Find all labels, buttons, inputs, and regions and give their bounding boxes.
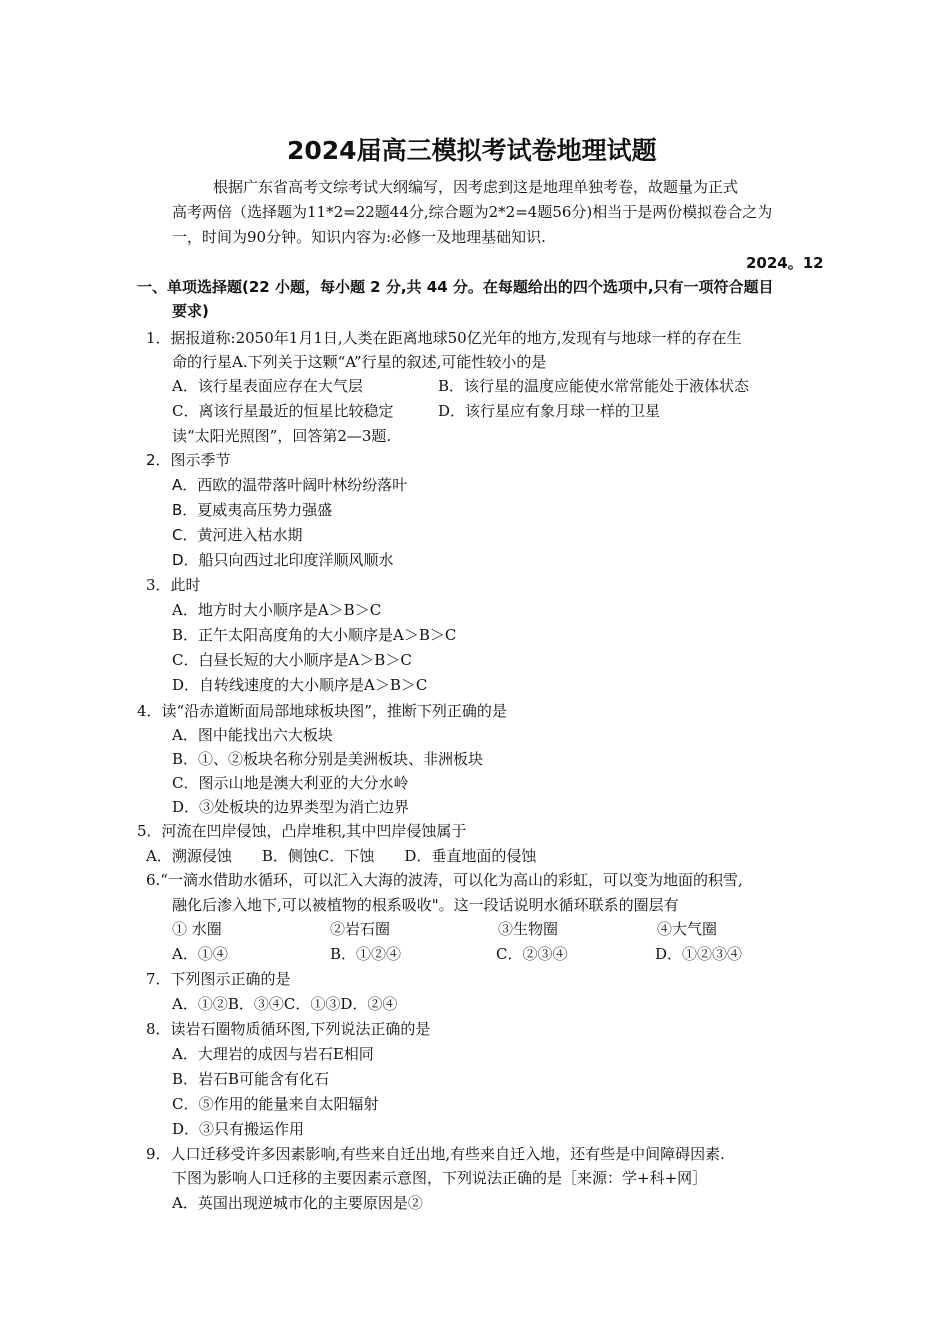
- q4-option-a: A．图中能找出六大板块: [172, 726, 333, 744]
- q4-option-c: C．图示山地是澳大利亚的大分水岭: [172, 774, 409, 792]
- q6-sphere-4: ④大气圈: [657, 920, 718, 938]
- q3-option-a: A．地方时大小顺序是A＞B＞C: [172, 601, 382, 619]
- intro-line-2: 高考两倍（选择题为11*2=22题44分,综合题为2*2=4题56分)相当于是两份模拟卷合之为: [172, 203, 773, 221]
- q8-stem: 8．读岩石圈物质循环图,下列说法正确的是: [146, 1020, 431, 1038]
- q8-option-c: C．⑤作用的能量来自太阳辐射: [172, 1095, 379, 1113]
- page-title: 2024届高三模拟考试卷地理试题: [287, 136, 657, 165]
- q6-option-c: C．②③④: [496, 945, 568, 963]
- q3-option-c: C．白昼长短的大小顺序是A＞B＞C: [172, 651, 412, 669]
- q4-option-d: D．③处板块的边界类型为消亡边界: [172, 798, 410, 816]
- q6-sphere-2: ②岩石圈: [330, 920, 391, 938]
- q7-options: A．①②B．③④C．①③D．②④: [172, 995, 398, 1013]
- q8-option-b: B．岩石B可能含有化石: [172, 1070, 330, 1088]
- q6-option-a: A．①④: [172, 945, 228, 963]
- q4-option-b: B．①、②板块名称分别是美洲板块、非洲板块: [172, 750, 484, 768]
- q8-option-d: D．③只有搬运作用: [172, 1120, 305, 1138]
- section-heading: 一、单项选择题(22 小题，每小题 2 分,共 44 分。在每题给出的四个选项中,只有一项符合题目: [137, 278, 774, 296]
- q9-option-a: A．英国出现逆城市化的主要原因是②: [172, 1194, 423, 1212]
- intro-line-1: 根据广东省高考文综考试大纲编写，因考虑到这是地理单独考卷，故题量为正式: [213, 178, 739, 196]
- q1-option-d: D．该行星应有象月球一样的卫星: [438, 402, 661, 420]
- q4-stem: 4．读“沿赤道断面局部地球板块图”，推断下列正确的是: [137, 702, 507, 720]
- q7-stem: 7．下列图示正确的是: [146, 970, 291, 988]
- q1-option-c: C．离该行星最近的恒星比较稳定: [172, 402, 394, 420]
- q8-option-a: A．大理岩的成因与岩石E相同: [172, 1045, 374, 1063]
- q1-option-a: A．该行星表面应存在大气层: [172, 377, 363, 395]
- q3-stem: 3．此时: [146, 576, 201, 594]
- q6-option-b: B．①②④: [330, 945, 402, 963]
- read-note: 读“太阳光照图”，回答第2—3题.: [172, 427, 392, 445]
- q2-option-c: C．黄河进入枯水期: [172, 526, 303, 544]
- q2-option-d: D．船只向西过北印度洋顺风顺水: [172, 551, 394, 569]
- q1-stem-2: 命的行星A.下列关于这颗“A”行星的叙述,可能性较小的是: [172, 353, 547, 371]
- q1-stem-1: 1．据报道称:2050年1月1日,人类在距离地球50亿光年的地方,发现有与地球一样的存在生: [146, 329, 742, 347]
- q2-option-b: B．夏威夷高压势力强盛: [172, 501, 333, 519]
- q6-sphere-3: ③生物圈: [498, 920, 559, 938]
- q6-stem-2: 融化后渗入地下,可以被植物的根系吸收"。这一段话说明水循环联系的圈层有: [172, 896, 679, 914]
- q1-option-b: B．该行星的温度应能使水常常能处于液体状态: [438, 377, 750, 395]
- q6-stem-1: 6.“一滴水借助水循环，可以汇入大海的波涛，可以化为高山的彩虹，可以变为地面的积雪,: [146, 871, 743, 889]
- exam-date: 2024。12: [746, 254, 824, 272]
- q3-option-b: B．正午太阳高度角的大小顺序是A＞B＞C: [172, 626, 457, 644]
- q9-stem-1: 9．人口迁移受许多因素影响,有些来自迁出地,有些来自迁入地，还有些是中间障碍因素.: [146, 1145, 725, 1163]
- q5-stem: 5．河流在凹岸侵蚀，凸岸堆积,其中凹岸侵蚀属于: [137, 822, 467, 840]
- section-heading-cont: 要求): [172, 302, 209, 320]
- q3-option-d: D．自转线速度的大小顺序是A＞B＞C: [172, 676, 428, 694]
- q6-sphere-1: ① 水圈: [172, 920, 222, 938]
- q9-stem-2: 下图为影响人口迁移的主要因素示意图，下列说法正确的是［来源：学+科+网］: [172, 1169, 708, 1187]
- intro-line-3: 一，时间为90分钟。知识内容为:必修一及地理基础知识.: [172, 228, 546, 246]
- q2-stem: 2．图示季节: [146, 451, 231, 469]
- q6-option-d: D．①②③④: [655, 945, 743, 963]
- q2-option-a: A．西欧的温带落叶阔叶林纷纷落叶: [172, 476, 408, 494]
- q5-options: A．溯源侵蚀 B．侧蚀C．下蚀 D．垂直地面的侵蚀: [146, 847, 537, 865]
